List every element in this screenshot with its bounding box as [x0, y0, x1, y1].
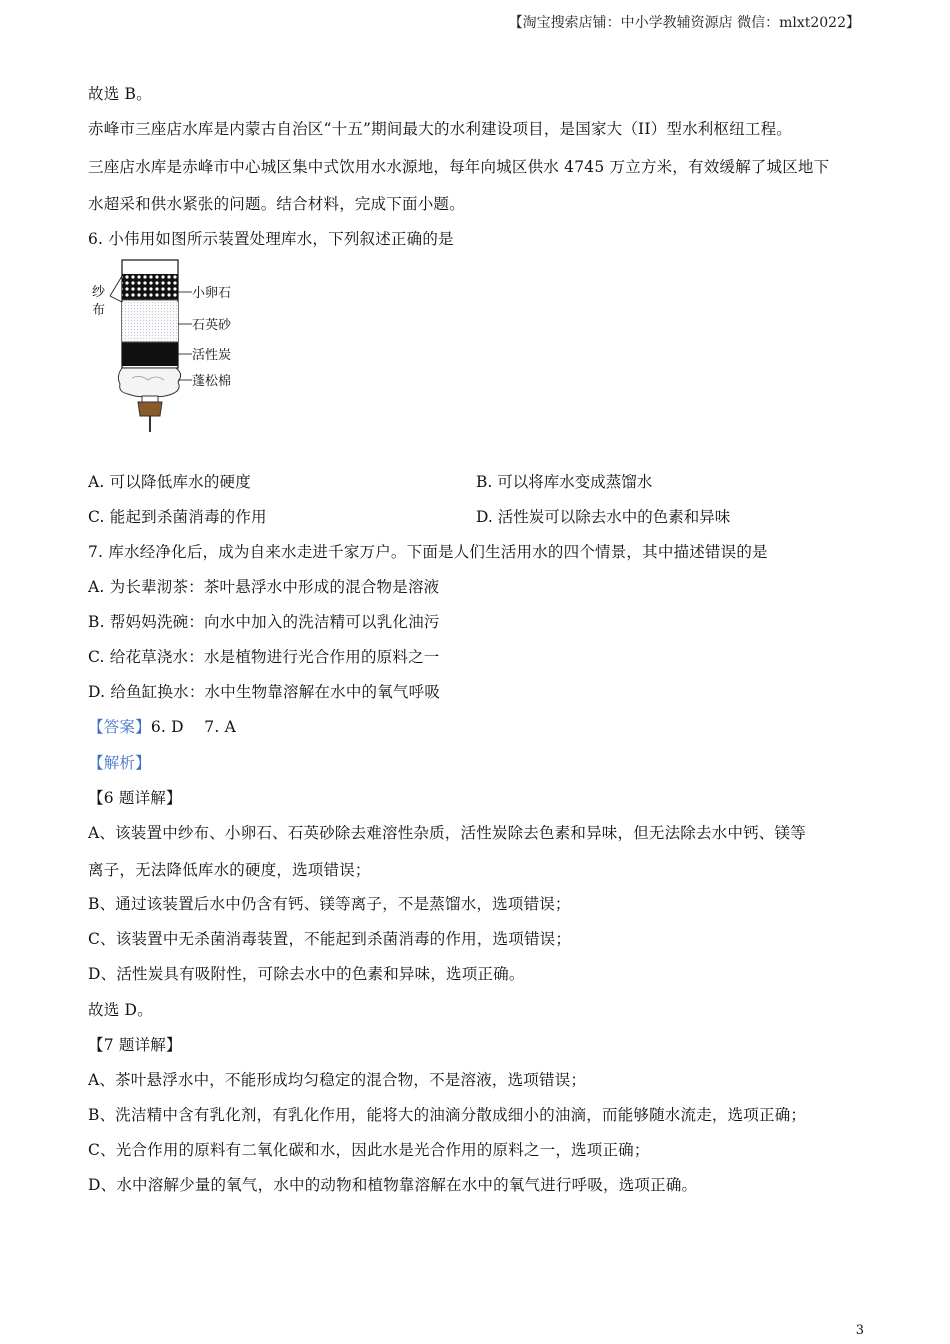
answer-line: [88, 715, 236, 737]
label-gauze-1: 纱: [92, 285, 106, 300]
detail-6-d: D、活性炭具有吸附性，可除去水中的色素和异味，选项正确。: [88, 965, 525, 983]
detail-7-c: C、光合作用的原料有二氧化碳和水，因此水是光合作用的原料之一，选项正确；: [88, 1141, 650, 1159]
detail-6-a1: A、该装置中纱布、小卵石、石英砂除去难溶性杂质，活性炭除去色素和异味，但无法除去水中钙、镁等: [88, 824, 806, 842]
question-7: 7. 库水经净化后，成为自来水走进千家万户。下面是人们生活用水的四个情景，其中描述错误的是: [88, 543, 768, 561]
option-7c: C. 给花草浇水：水是植物进行光合作用的原料之一: [88, 648, 440, 666]
text-line: 水超采和供水紧张的问题。结合材料，完成下面小题。: [88, 195, 465, 213]
option-7d: D. 给鱼缸换水：水中生物靠溶解在水中的氧气呼吸: [88, 683, 441, 701]
page-number: 3: [855, 1323, 864, 1338]
detail-7-b: B、洗洁精中含有乳化剂，有乳化作用，能将大的油滴分散成细小的油滴，而能够随水流走，选项正确；: [88, 1106, 807, 1124]
answer-text: 6. D 7. A: [150, 718, 236, 736]
analysis-tag: 【解析】: [88, 754, 151, 772]
answer-tag: 【答案】: [88, 718, 151, 736]
detail-6-title: 【6 题详解】: [88, 789, 182, 807]
detail-6-b: B、通过该装置后水中仍含有钙、镁等离子，不是蒸馏水，选项错误；: [88, 895, 571, 913]
text-line: 故选 B。: [88, 85, 152, 103]
option-6d: D. 活性炭可以除去水中的色素和异味: [476, 508, 731, 526]
question-6: 6. 小伟用如图所示装置处理库水，下列叙述正确的是: [88, 230, 454, 248]
text-line: 赤峰市三座店水库是内蒙古自治区“十五”期间最大的水利建设项目，是国家大（II）型水利枢纽工程。: [88, 120, 792, 138]
option-7a: A. 为长辈沏茶：茶叶悬浮水中形成的混合物是溶液: [88, 578, 440, 596]
detail-7-title: 【7 题详解】: [88, 1036, 182, 1054]
option-7b: B. 帮妈妈洗碗：向水中加入的洗洁精可以乳化油污: [88, 613, 440, 631]
label-quartz: 石英砂: [192, 318, 232, 333]
cotton-layer: [118, 368, 180, 397]
text-line: 三座店水库是赤峰市中心城区集中式饮用水水源地，每年向城区供水 4745 万立方米，有效缓解了城区地下: [88, 158, 830, 176]
label-carbon: 活性炭: [192, 348, 232, 363]
water-filter-diagram: [88, 256, 258, 441]
detail-7-d: D、水中溶解少量的氧气，水中的动物和植物靠溶解在水中的氧气进行呼吸，选项正确。: [88, 1176, 698, 1194]
detail-6-end: 故选 D。: [88, 1001, 153, 1019]
quartz-sand-layer: [122, 302, 178, 342]
detail-6-a2: 离子，无法降低库水的硬度，选项错误；: [88, 861, 371, 879]
label-pebble: 小卵石: [192, 286, 232, 301]
detail-7-a: A、茶叶悬浮水中，不能形成均匀稳定的混合物，不是溶液，选项错误；: [88, 1071, 587, 1089]
label-gauze-2: 布: [92, 303, 106, 318]
rubber-stopper: [138, 402, 162, 416]
page-header: 【淘宝搜索店铺：中小学教辅资源店 微信：mlxt2022】: [508, 15, 860, 31]
pebble-layer: [122, 274, 178, 300]
activated-carbon-layer: [122, 342, 178, 366]
detail-6-c: C、该装置中无杀菌消毒装置，不能起到杀菌消毒的作用，选项错误；: [88, 930, 572, 948]
label-cotton: 蓬松棉: [192, 374, 232, 389]
option-6a: A. 可以降低库水的硬度: [88, 473, 251, 491]
option-6b: B. 可以将库水变成蒸馏水: [476, 473, 653, 491]
option-6c: C. 能起到杀菌消毒的作用: [88, 508, 267, 526]
